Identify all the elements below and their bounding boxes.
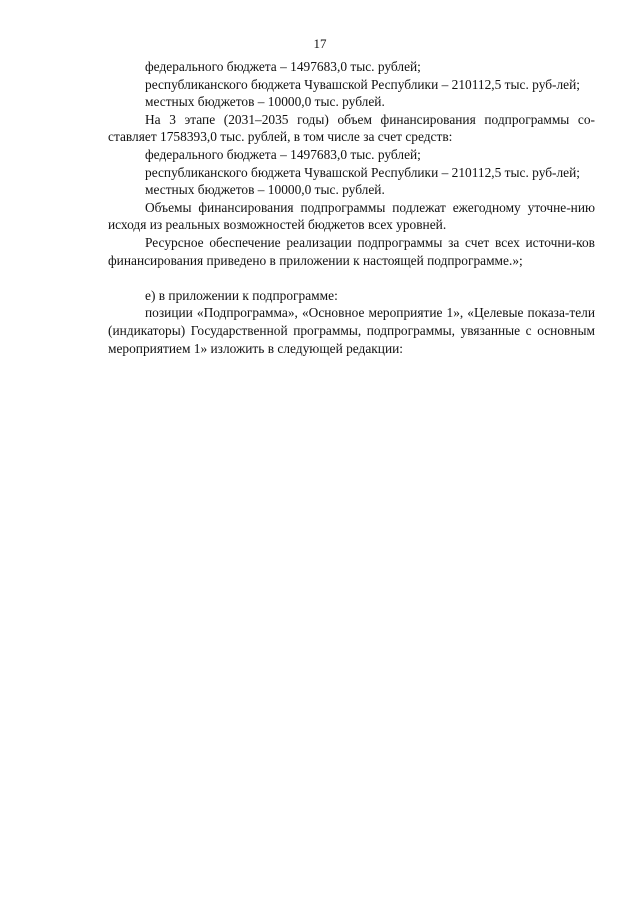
paragraph-stage3-financing: На 3 этапе (2031–2035 годы) объем финансирования подпрограммы со-ставляет 1758393,0 тыс. рублей, в том числе за счет средств: [108,111,595,145]
paragraph-appendix-item: е) в приложении к подпрограмме: [145,287,338,303]
paragraph-federal-budget-stage2: федерального бюджета – 1497683,0 тыс. рублей; [145,59,421,74]
document-body [108,58,595,357]
paragraph-local-budgets-stage2: местных бюджетов – 10000,0 тыс. рублей. [145,94,385,110]
paragraph-federal-budget-stage3: федерального бюджета – 1497683,0 тыс. рублей; [145,146,421,162]
paragraph-resource-provision: Ресурсное обеспечение реализации подпрограммы за счет всех источни-ков финансирования приведено в приложении к настоящей подпрограмме.»; [108,234,595,268]
page-number: 17 [313,36,327,51]
paragraph-financing-adjustment: Объемы финансирования подпрограммы подлежат ежегодному уточне-нию исходя из реальных возможностей бюджетов всех уровней. [108,199,595,233]
paragraph-republican-budget-stage2: республиканского бюджета Чувашской Республики – 210112,5 тыс. руб-лей; [145,76,580,92]
paragraph-local-budgets-stage3: местных бюджетов – 10000,0 тыс. рублей. [145,182,385,198]
paragraph-spacer [108,269,595,287]
paragraph-republican-budget-stage3: республиканского бюджета Чувашской Республики – 210112,5 тыс. руб-лей; [145,164,580,180]
paragraph-positions-revision: позиции «Подпрограмма», «Основное мероприятие 1», «Целевые показа-тели (индикаторы) Государственной программы, подпрограммы, увязанные с основным мероприятием 1» изложить в следующей редакции: [108,305,595,356]
